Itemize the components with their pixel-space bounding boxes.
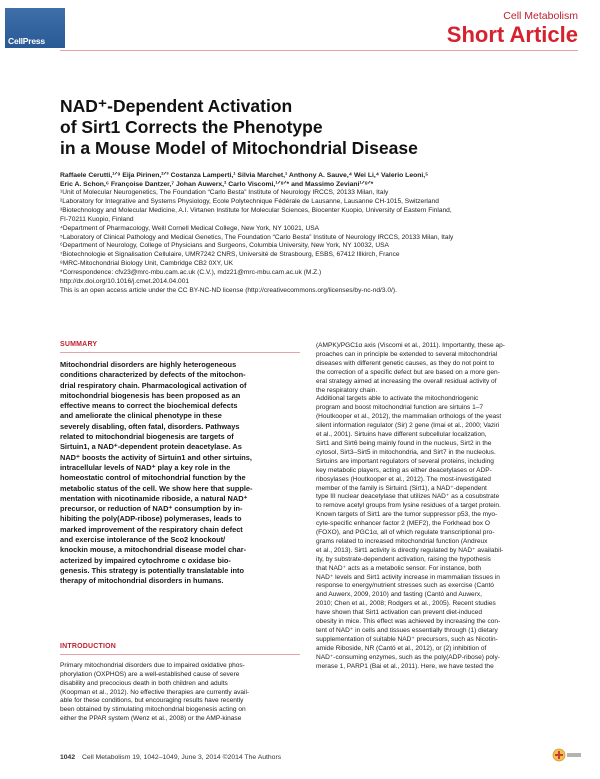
intro-line: either the PPAR system (Wenz et al., 2008) or the AMP-kinase	[60, 715, 242, 723]
body-line: (AMPK)/PGC1α axis (Viscomi et al., 2011). Importantly, these ap-	[316, 342, 505, 349]
intro-line: Primary mitochondrial disorders due to impaired oxidative phos-	[60, 662, 245, 669]
summary-line: acterized by impaired cytochrome c oxidase bio-	[60, 555, 231, 565]
correspondence[interactable]: *Correspondence: cfv23@mrc-mbu.cam.ac.uk (C.V.), mdz21@mrc-mbu.cam.ac.uk (M.Z.)	[60, 269, 322, 277]
body-line: et al., 2013). Sirt1 activity is directly regulated by NAD⁺ availabil-	[316, 546, 504, 554]
body-line: et al., 2001). Sirtuins have different subcellular localization,	[316, 431, 487, 439]
license-note: This is an open access article under the CC BY-NC-ND license (http://creativecommons.org/licenses/by-nc-nd/3.0/).	[60, 286, 397, 294]
body-line: 2010; Chen et al., 2008; Rodgers et al., 2005). Recent studies	[316, 600, 496, 608]
body-line: ribosylases (Houtkooper et al., 2012). The most-investigated	[316, 475, 491, 483]
body-line: eral strategy aimed at increasing the overall residual activity of	[316, 377, 497, 385]
right-column-text	[316, 342, 584, 672]
body-line: Sirt1 and Sirt6 being mainly found in the nucleus, Sirt2 in the	[316, 439, 492, 447]
body-line: cytosol, Sirt3–Sirt5 in mitochondria, and Sirt7 in the nucleolus.	[316, 448, 496, 456]
intro-line: been obtained by stimulating mitochondrial biogenesis acting on	[60, 706, 246, 714]
body-line: obesity in mice. This effect was achieved by increasing the con-	[316, 618, 501, 626]
body-line: have shown that Sirt1 activation can prevent diet-induced	[316, 609, 482, 617]
summary-line: precursor, or reduction of NAD⁺ consumption by in-	[60, 504, 243, 514]
body-line: member of the family is Sirtuin1 (Sirt1), a NAD⁺-dependent	[316, 484, 487, 492]
summary-line: marked improvement of the respiratory chain defect	[60, 524, 243, 534]
summary-line: intracellular levels of NAD⁺ play a key role in the	[60, 462, 231, 472]
journal-citation: Cell Metabolism 19, 1042–1049, June 3, 2014 ©2014 The Authors	[82, 754, 282, 761]
header-divider	[60, 50, 578, 51]
body-line: merase 1, PARP1 (Bai et al., 2011). Here, we have tested the	[316, 662, 494, 670]
affiliation: FI-70211 Kuopio, Finland	[60, 215, 134, 223]
summary-heading: SUMMARY	[60, 341, 98, 348]
summary-line: and exercise intolerance of the Sco2 knockout/	[60, 535, 226, 545]
introduction-heading: INTRODUCTION	[60, 643, 117, 650]
affiliation: ⁸MRC-Mitochondrial Biology Unit, Cambridge CB2 0XY, UK	[60, 260, 234, 268]
author-list: Raffaele Cerutti,¹ᐟ⁹ Eija Pirinen,²ᐟ³ Costanza Lamperti,¹ Silvia Marchet,¹ Anthony A. Sauve,⁴ Wei Li,⁴ Valerio Leoni,⁵	[60, 172, 429, 179]
summary-divider	[60, 352, 300, 353]
journal-name: Cell Metabolism	[503, 10, 578, 22]
intro-line: (Koopman et al., 2012). No effective therapies are currently avail-	[60, 688, 250, 696]
affiliation: ⁶Department of Neurology, College of Physicians and Surgeons, Columbia University, New York, NY 10032, USA	[60, 242, 389, 250]
body-line: grams related to increased mitochondrial function (Andreux	[316, 537, 488, 545]
body-line: amide Riboside, NR (Cantó et al., 2012), or (2) inhibition of	[316, 644, 487, 652]
crossmark-icon[interactable]	[552, 748, 582, 762]
body-line: silent information regulator (Sir) 2 gene (Imai et al., 2000; Vaziri	[316, 422, 500, 430]
article-type: Short Article	[446, 22, 578, 47]
title-line: in a Mouse Model of Mitochondrial Disease	[60, 138, 418, 158]
affiliation: ⁵Laboratory of Clinical Pathology and Medical Genetics, The Foundation “Carlo Besta” Institute of Neurology IRCCS, 20133 Milan, Italy	[60, 233, 454, 241]
body-line: and Auwerx, 2009, 2010) and fasting (Cantó and Auwerx,	[316, 591, 482, 599]
summary-text	[60, 360, 300, 587]
logo-text: CellPress	[8, 36, 45, 46]
summary-line: mitochondrial biogenesis has been proposed as an	[60, 390, 241, 400]
summary-line: genesis. This strategy is potentially translatable into	[60, 565, 244, 575]
cellpress-logo	[5, 8, 65, 48]
article-title	[60, 96, 560, 159]
summary-line: NAD⁺ boosts the activity of Sirtuin1 and other sirtuins,	[60, 452, 252, 462]
body-line: NAD⁺ levels and Sirt1 activity increase in mammalian tissues in	[316, 573, 500, 581]
body-line: diseases with different genetic causes, as they do not point to	[316, 359, 495, 367]
body-line: Additional targets able to activate the mitochondriogenic	[316, 395, 479, 403]
front-matter	[60, 171, 580, 296]
author-list: Eric A. Schon,⁶ Françoise Dantzer,⁷ Johan Auwerx,² Carlo Viscomi,¹ᐟ⁸ᐟ* and Massimo Zeviani¹ᐟ⁸ᐟ*	[60, 181, 374, 188]
introduction-text	[60, 662, 300, 724]
title-line: NAD⁺-Dependent Activation	[60, 96, 293, 116]
body-line: ity, by substrate-dependent activation, raising the hypothesis	[316, 555, 491, 563]
summary-line: therapy of mitochondrial disorders in humans.	[60, 576, 224, 586]
body-line: NAD⁺-consuming enzymes, such as the poly(ADP-ribose) poly-	[316, 653, 500, 661]
summary-line: homeostatic control of mitochondrial function by the	[60, 473, 246, 483]
body-line: that NAD⁺ acts as a metabolic sensor. For instance, both	[316, 564, 482, 572]
summary-line: drial respiratory chain. Pharmacological activation of	[60, 380, 247, 390]
summary-line: Mitochondrial disorders are highly heterogeneous	[60, 360, 237, 369]
body-line: the correction of a specific defect but are based on a more gen-	[316, 368, 500, 376]
body-line: Known targets of Sirt1 are the tumor suppressor p53, the myo-	[316, 511, 498, 519]
affiliation: ¹Unit of Molecular Neurogenetics, The Foundation “Carlo Besta” Institute of Neurology IRCCS, 20133 Milan, Italy	[60, 189, 389, 196]
body-line: type III nuclear deacetylase that utilizes NAD⁺ as a cosubstrate	[316, 493, 500, 501]
body-line: (Houtkooper et al., 2012), the mammalian orthologs of the yeast	[316, 413, 502, 421]
affiliation: ²Laboratory for Integrative and Systems Physiology, Ecole Polytechnique Fédérale de Lausanne, Lausanne CH-1015, Switzerland	[60, 197, 439, 205]
page-number: 1042	[60, 754, 76, 761]
intro-line: disability and precocious death in both children and adults	[60, 679, 228, 687]
body-line: cyte-specific enhancer factor 2 (MEF2), the Forkhead box O	[316, 520, 490, 528]
body-line: Sirtuins are important regulators of several proteins, including	[316, 457, 494, 465]
body-line: program and boost mitochondrial function are sirtuins 1–7	[316, 404, 484, 412]
summary-line: knockin mouse, a mitochondrial disease model char-	[60, 545, 247, 555]
body-line: proaches can in principle be extended to several mitochondrial	[316, 350, 498, 358]
intro-line: able for these conditions, but encouraging results have recently	[60, 697, 244, 705]
summary-line: hibiting the poly(ADP-ribose) polymerases, leads to	[60, 514, 242, 524]
intro-line: phorylation (OXPHOS) are a well-established cause of severe	[60, 670, 240, 678]
summary-line: severely disabling, often fatal, disorders. Pathways	[60, 421, 240, 431]
body-line: the respiratory chain.	[316, 386, 378, 394]
summary-line: mentation with nicotinamide riboside, a natural NAD⁺	[60, 493, 248, 503]
summary-line: conditions characterized by defects of the mitochon-	[60, 370, 246, 380]
doi-link[interactable]: http://dx.doi.org/10.1016/j.cmet.2014.04.001	[60, 278, 190, 286]
summary-line: metabolic status of the cell. We show here that supple-	[60, 483, 253, 493]
title-line: of Sirt1 Corrects the Phenotype	[60, 117, 323, 137]
summary-line: effective means to correct the biochemical defects	[60, 401, 238, 411]
body-line: (FOXO), and PGC1α, all of which regulate transcriptional pro-	[316, 529, 495, 537]
body-line: supplementation of suitable NAD⁺ precursors, such as Nicotin-	[316, 635, 498, 643]
body-line: key metabolic players, acting as either deacetylases or ADP-	[316, 466, 492, 474]
affiliation: ⁴Department of Pharmacology, Weill Cornell Medical College, New York, NY 10021, USA	[60, 224, 320, 232]
body-line: tent of NAD⁺ in cells and tissues essentially through (1) dietary	[316, 627, 498, 634]
introduction-divider	[60, 654, 300, 655]
affiliation: ³Biotechnology and Molecular Medicine, A.I. Virtanen Institute for Molecular Sciences, Biocenter Kuopio, University of Eastern Finland,	[60, 206, 452, 214]
affiliation: ⁷Biotechnologie et Signalisation Cellulaire, UMR7242 CNRS, Université de Strasbourg, ESBS, 67412 Illkirch, France	[60, 251, 400, 259]
summary-line: Sirtuin1, a NAD⁺-dependent protein deacetylase. As	[60, 442, 242, 452]
body-line: response to energy/nutrient stresses such as exercise (Cantó	[316, 582, 494, 590]
summary-line: and ameliorate the clinical phenotype in these	[60, 411, 222, 421]
body-line: to remove acetyl groups from lysine residues of a target protein.	[316, 502, 501, 510]
page-footer	[60, 754, 281, 761]
summary-line: related to mitochondrial biogenesis are targets of	[60, 432, 234, 442]
